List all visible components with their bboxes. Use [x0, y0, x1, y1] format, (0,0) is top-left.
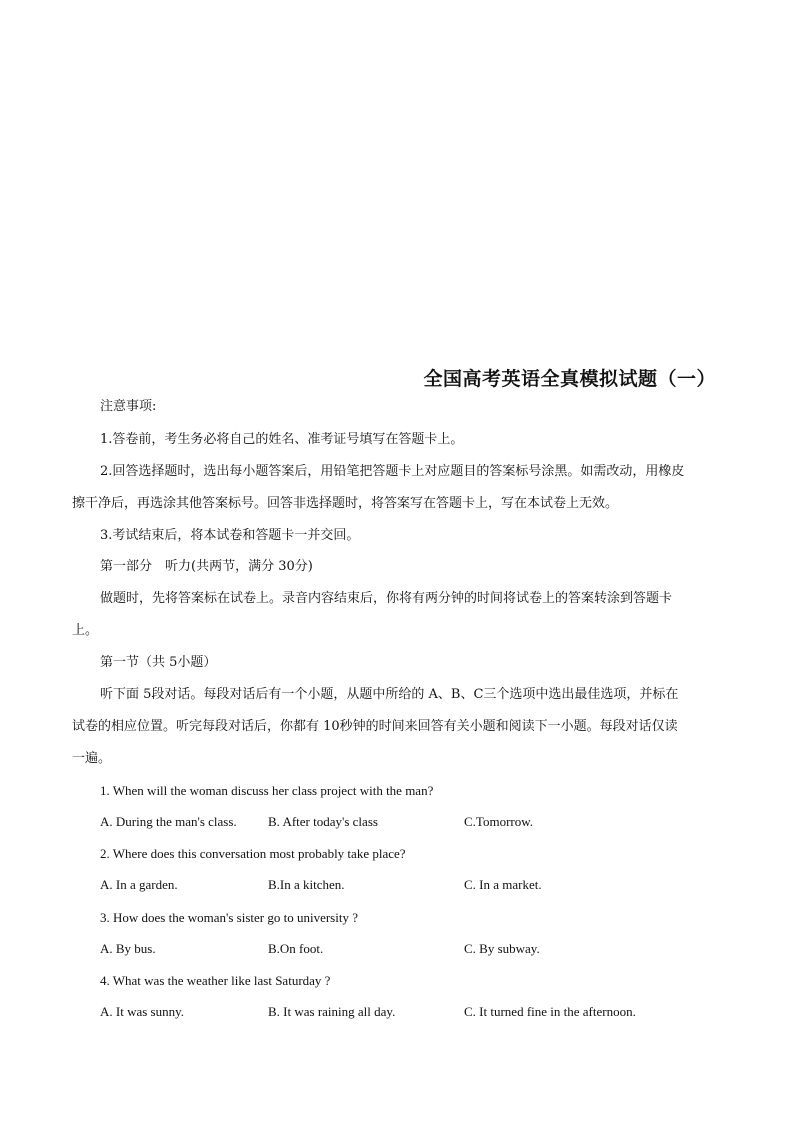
- question-2-option-c: C. In a market.: [464, 877, 542, 892]
- exam-title: 全国高考英语全真模拟试题（一）: [423, 368, 716, 390]
- question-2-option-a: A. In a garden.: [100, 877, 178, 892]
- question-2-option-b: B.In a kitchen.: [268, 877, 345, 892]
- notice-heading: 注意事项:: [100, 399, 157, 414]
- notice-item-3: 3.考试结束后，将本试卷和答题卡一并交回。: [100, 528, 360, 543]
- part-1-intro-line-1: 做题时，先将答案标在试卷上。录音内容结束后，你将有两分钟的时间将试卷上的答案转涂到答题卡: [100, 591, 673, 606]
- question-3-option-c: C. By subway.: [464, 941, 540, 956]
- question-1-option-c: C.Tomorrow.: [464, 814, 534, 829]
- question-1-option-b: B. After today's class: [268, 814, 378, 829]
- section-1-intro-line-2: 试卷的相应位置。听完每段对话后，你都有 10秒钟的时间来回答有关小题和阅读下一小题。每段对话仅读: [72, 719, 678, 734]
- question-3: 3. How does the woman's sister go to university ?: [100, 910, 358, 925]
- section-1-intro-line-1: 听下面 5段对话。每段对话后有一个小题，从题中所给的 A、B、C三个选项中选出最佳选项，并标在: [100, 687, 679, 702]
- part-1-heading: 第一部分 听力(共两节，满分 30分): [100, 559, 313, 574]
- question-2: 2. Where does this conversation most probably take place?: [100, 846, 406, 861]
- part-1-intro-line-2: 上。: [72, 623, 99, 638]
- question-1: 1. When will the woman discuss her class project with the man?: [100, 783, 434, 798]
- question-3-option-b: B.On foot.: [268, 941, 324, 956]
- question-4-option-b: B. It was raining all day.: [268, 1004, 396, 1019]
- section-1-heading: 第一节（共 5小题）: [100, 655, 217, 670]
- question-4: 4. What was the weather like last Saturday ?: [100, 973, 331, 988]
- notice-item-2-line-2: 擦干净后，再选涂其他答案标号。回答非选择题时，将答案写在答题卡上，写在本试卷上无效。: [72, 496, 619, 511]
- question-4-option-a: A. It was sunny.: [100, 1004, 185, 1019]
- notice-item-2-line-1: 2.回答选择题时，选出每小题答案后，用铅笔把答题卡上对应题目的答案标号涂黑。如需改动，用橡皮: [100, 464, 685, 479]
- question-1-option-a: A. During the man's class.: [100, 814, 237, 829]
- question-3-option-a: A. By bus.: [100, 941, 156, 956]
- section-1-intro-line-3: 一遍。: [72, 751, 112, 766]
- notice-item-1: 1.答卷前，考生务必将自己的姓名、准考证号填写在答题卡上。: [100, 432, 464, 447]
- question-4-option-c: C. It turned fine in the afternoon.: [464, 1004, 636, 1019]
